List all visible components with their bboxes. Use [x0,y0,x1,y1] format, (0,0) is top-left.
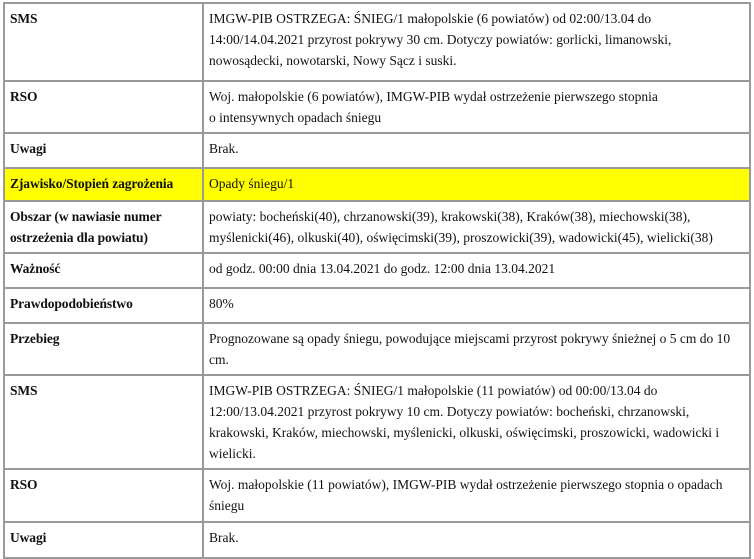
rso-line-1: Woj. małopolskie (6 powiatów), IMGW-PIB wydał ostrzeżenie pierwszego stopnia [209,89,658,104]
table-row-rso [5,470,751,523]
row-value: 80% [204,289,751,324]
row-value: Woj. małopolskie (11 powiatów), IMGW-PIB wydał ostrzeżenie pierwszego stopnia o opadach śniegu [204,470,751,523]
table-row-area [5,202,751,254]
row-value: Opady śniegu/1 [204,169,751,202]
row-label: Uwagi [5,523,204,559]
table-row-rso [5,82,751,134]
table-row-sms [5,376,751,470]
row-label: Prawdopodobieństwo [5,289,204,324]
rso-line-2: o intensywnych opadach śniegu [209,110,382,125]
weather-warning-table [3,2,751,559]
row-label: Zjawisko/Stopień zagrożenia [5,169,204,202]
table-row-sms [5,4,751,82]
table-row-uwagi [5,134,751,169]
row-label: Ważność [5,254,204,289]
row-label: SMS [5,376,204,470]
row-value: powiaty: bocheński(40), chrzanowski(39), krakowski(38), Kraków(38), miechowski(38), myślenicki(46), olkuski(40), oświęcimski(39), proszowicki(39), wadowicki(45), wielicki(38) [204,202,751,254]
table-row-validity [5,254,751,289]
row-label: Przebieg [5,324,204,376]
row-value: Brak. [204,523,751,559]
row-value: Brak. [204,134,751,169]
row-label: Uwagi [5,134,204,169]
row-value: od godz. 00:00 dnia 13.04.2021 do godz. 12:00 dnia 13.04.2021 [204,254,751,289]
table-row-phenomenon-level [5,169,751,202]
row-value: Prognozowane są opady śniegu, powodujące miejscami przyrost pokrywy śnieżnej o 5 cm do 10 cm. [204,324,751,376]
row-value: IMGW-PIB OSTRZEGA: ŚNIEG/1 małopolskie (6 powiatów) od 02:00/13.04 do 14:00/14.04.2021 przyrost pokrywy 30 cm. Dotyczy powiatów: gorlicki, limanowski, nowosądecki, nowotarski, Nowy Sącz i suski. [204,4,751,82]
row-label: Obszar (w nawiasie numer ostrzeżenia dla powiatu) [5,202,204,254]
row-label: RSO [5,82,204,134]
table-row-uwagi [5,523,751,559]
row-label: RSO [5,470,204,523]
table-row-course [5,324,751,376]
table-row-probability [5,289,751,324]
row-value [204,82,751,134]
row-label: SMS [5,4,204,82]
row-value: IMGW-PIB OSTRZEGA: ŚNIEG/1 małopolskie (11 powiatów) od 00:00/13.04 do 12:00/13.04.2021 przyrost pokrywy 10 cm. Dotyczy powiatów: bocheński, chrzanowski, krakowski, Kraków, miechowski, myślenicki, olkuski, oświęcimski, proszowicki, wadowicki i wielicki. [204,376,751,470]
